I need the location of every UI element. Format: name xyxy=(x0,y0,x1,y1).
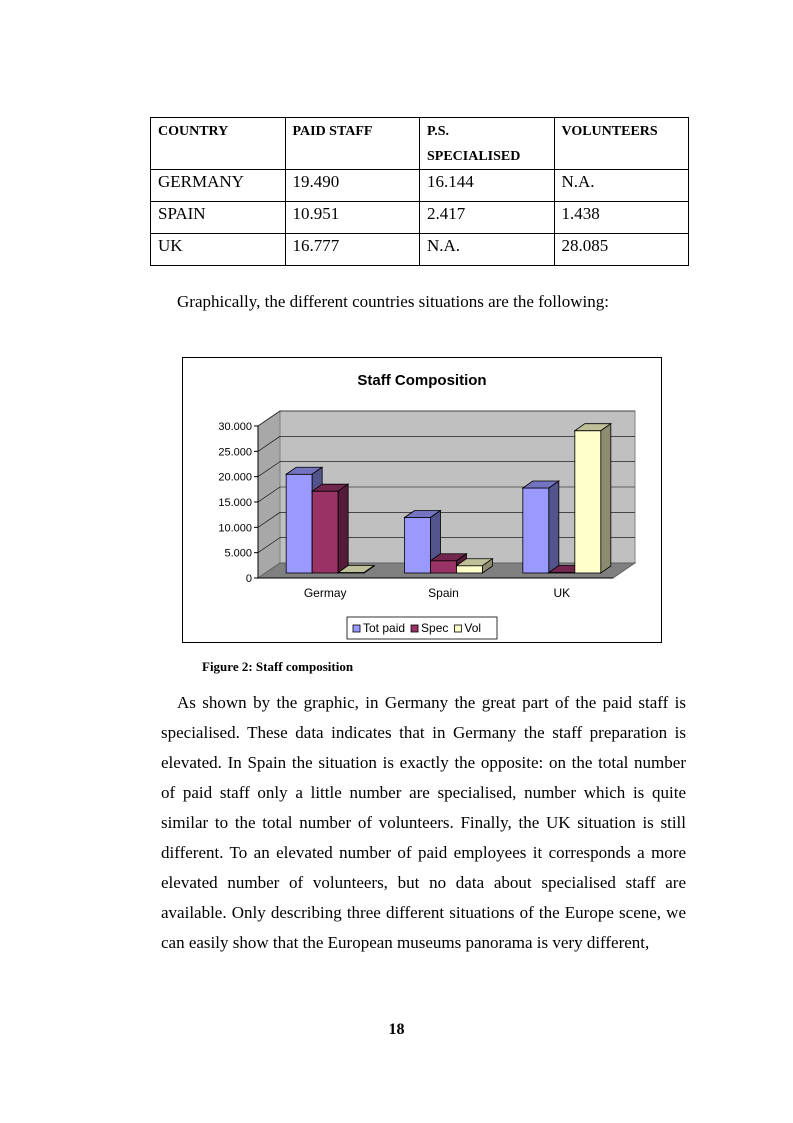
bar-vol-spain xyxy=(457,566,483,573)
table-cell: 1.438 xyxy=(554,202,689,234)
y-tick-label: 30.000 xyxy=(218,421,252,433)
bar-tot-paid-spain xyxy=(405,518,431,573)
y-tick-label: 0 xyxy=(245,573,252,585)
chart-title: Staff Composition xyxy=(357,372,487,389)
x-category-label: Spain xyxy=(428,586,459,600)
table-cell: N.A. xyxy=(420,234,555,266)
bar-side-face xyxy=(338,484,348,573)
table-cell: 2.417 xyxy=(420,202,555,234)
page-number: 18 xyxy=(388,1021,405,1038)
bar-tot-paid-uk xyxy=(523,488,549,573)
y-tick-label: 5.000 xyxy=(224,547,252,560)
bar-side-face xyxy=(601,424,611,573)
header-ps-specialised: P.S. SPECIALISED xyxy=(420,118,555,170)
header-paid-staff: PAID STAFF xyxy=(285,118,420,170)
x-category-label: UK xyxy=(553,586,571,600)
header-volunteers: VOLUNTEERS xyxy=(554,118,689,170)
bar-spec-germay xyxy=(312,491,338,573)
table-cell: 19.490 xyxy=(285,170,420,202)
y-tick-label: 10.000 xyxy=(218,522,252,535)
table-row xyxy=(151,234,689,266)
header-country: COUNTRY xyxy=(151,118,286,170)
table-cell: 16.777 xyxy=(285,234,420,266)
body-paragraph: As shown by the graphic, in Germany the great part of the paid staff is specialised. These data indicates that in Germany the staff preparation is elevated. In Spain the situation is exactly the opposite: on the total number of paid staff only a little number are specialised, number which is quite similar to the total number of volunteers. Finally, the UK situation is still different. To an elevated number of paid employees it corresponds a more elevated number of volunteers, but no data about specialised staff are available. Only describing three different situations of the Europe scene, we can easily show that the European museums panorama is very different, xyxy=(161,693,686,952)
bar-side-face xyxy=(549,481,559,573)
table-cell: GERMANY xyxy=(151,170,286,202)
table-cell: 16.144 xyxy=(420,170,555,202)
bar-tot-paid-germay xyxy=(286,474,312,573)
bar-spec-spain xyxy=(431,561,457,573)
table-header-row xyxy=(151,118,689,170)
figure-caption: Figure 2: Staff composition xyxy=(202,659,354,674)
legend-label: Spec xyxy=(421,621,449,635)
legend-label: Vol xyxy=(464,621,482,635)
table-cell: UK xyxy=(151,234,286,266)
table-cell: 28.085 xyxy=(554,234,689,266)
x-category-label: Germay xyxy=(303,586,347,600)
bar-vol-uk xyxy=(575,431,601,573)
table-row xyxy=(151,170,689,202)
table-cell: N.A. xyxy=(554,170,689,202)
table-cell: 10.951 xyxy=(285,202,420,234)
table-row xyxy=(151,202,689,234)
intro-line: Graphically, the different countries situations are the following: xyxy=(177,292,609,311)
staff-composition-chart xyxy=(182,357,662,643)
legend-label: Tot paid xyxy=(363,621,406,635)
legend-swatch xyxy=(454,625,461,632)
body-text xyxy=(161,688,686,958)
staff-table xyxy=(150,117,689,266)
y-tick-label: 25.000 xyxy=(218,446,252,459)
legend-swatch xyxy=(411,625,418,632)
chart-svg xyxy=(183,358,661,642)
table-cell: SPAIN xyxy=(151,202,286,234)
y-tick-label: 20.000 xyxy=(218,471,252,484)
y-tick-label: 15.000 xyxy=(218,497,252,509)
legend-swatch xyxy=(353,625,360,632)
